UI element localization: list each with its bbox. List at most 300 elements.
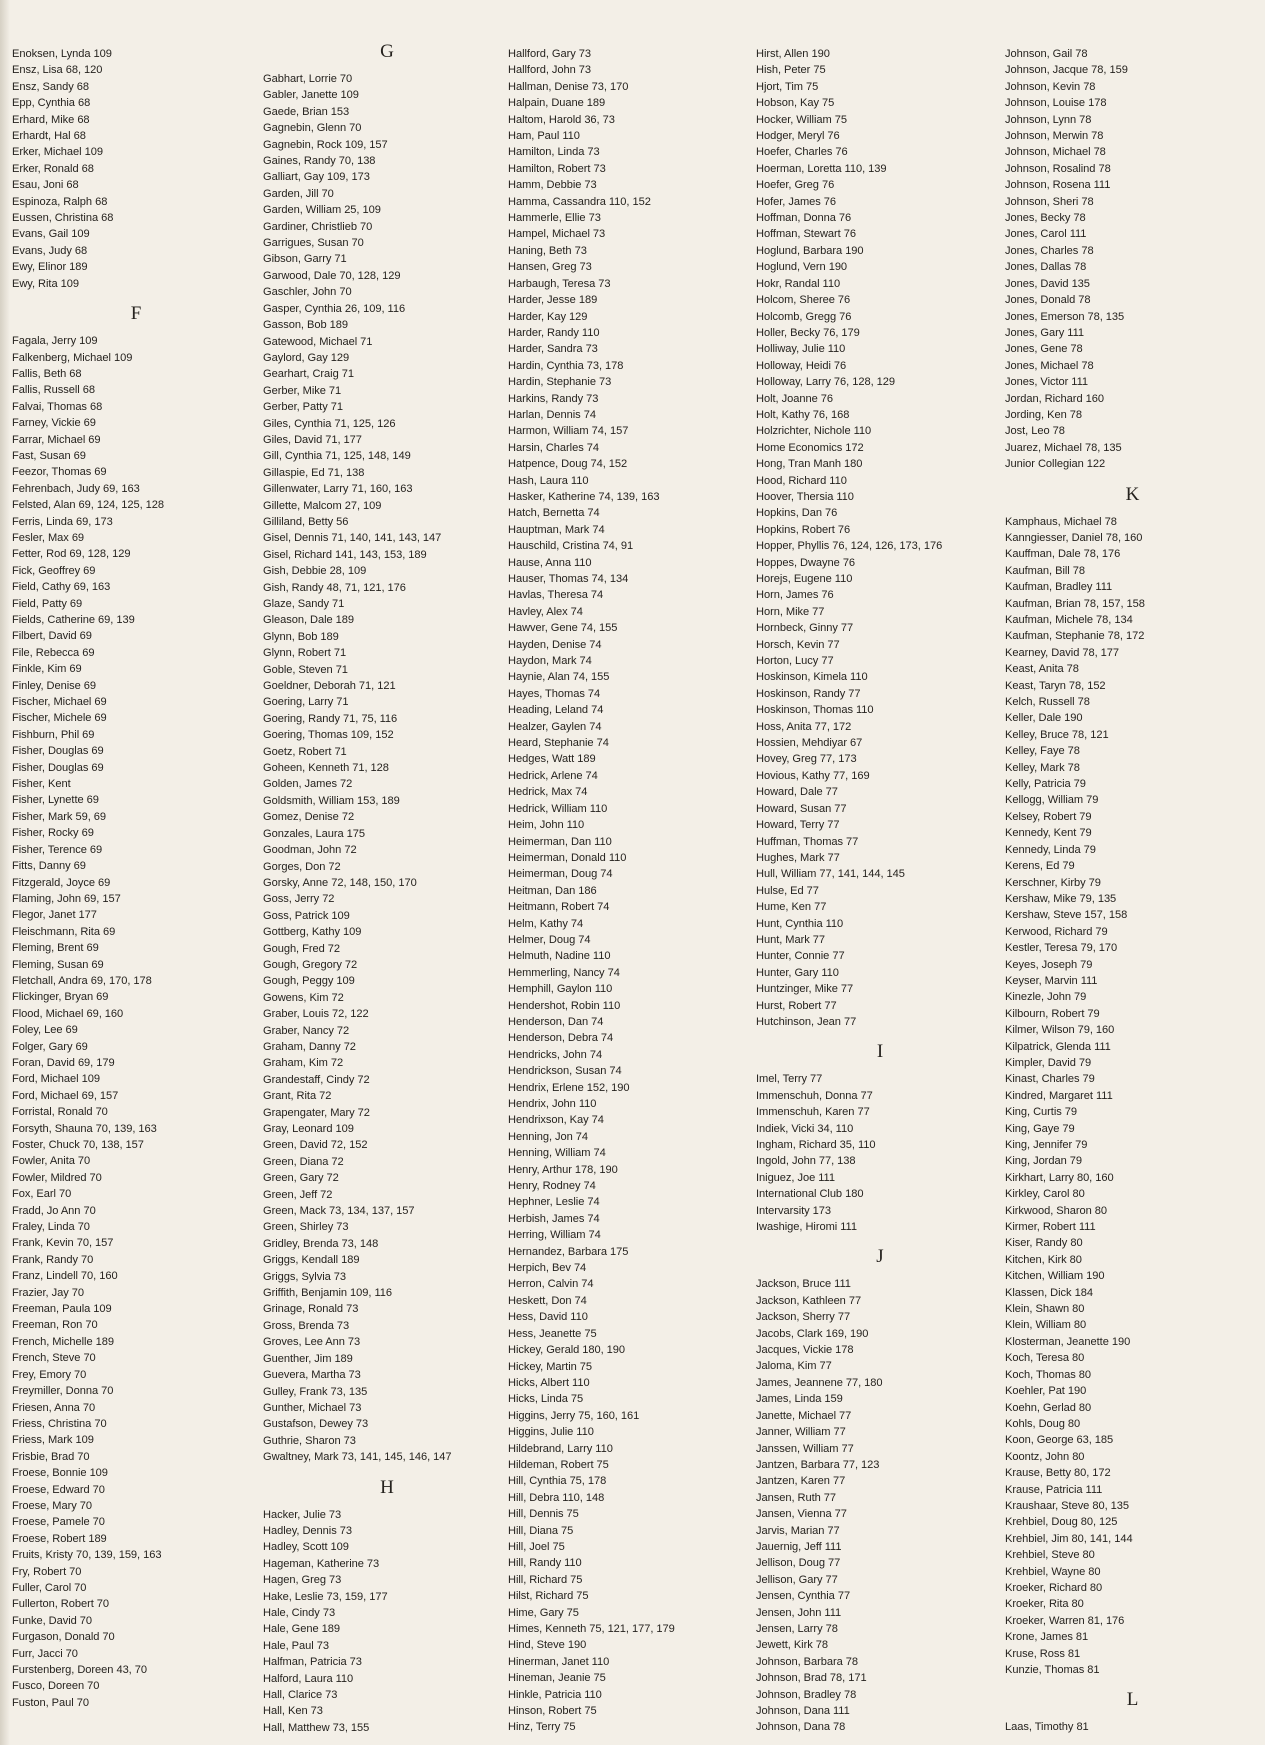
index-entry: Jording, Ken 78: [1005, 408, 1082, 421]
index-entry: Kerschner, Kirby 79: [1005, 876, 1101, 889]
index-entry: Hendricks, John 74: [508, 1048, 603, 1061]
index-entry: Gish, Debbie 28, 109: [263, 565, 367, 578]
index-entry: Hadley, Scott 109: [263, 1541, 349, 1554]
index-entry: Goering, Thomas 109, 152: [263, 729, 394, 742]
index-entry: Johnson, Brad 78, 171: [756, 1672, 867, 1685]
index-entry: Horn, Mike 77: [756, 605, 825, 618]
index-entry: Haydon, Mark 74: [508, 655, 592, 668]
index-entry: Erhardt, Hal 68: [12, 130, 86, 143]
index-entry: Graham, Kim 72: [263, 1057, 344, 1070]
index-entry: Hatch, Bernetta 74: [508, 507, 600, 520]
index-entry: Flickinger, Bryan 69: [12, 991, 109, 1004]
index-entry: Hinerman, Janet 110: [508, 1655, 610, 1668]
index-entry: Janner, William 77: [756, 1426, 846, 1439]
index-entry: Johnson, Gail 78: [1005, 48, 1088, 60]
index-entry: Hampel, Michael 73: [508, 228, 606, 241]
index-entry: Gwaltney, Mark 73, 141, 145, 146, 147: [263, 1451, 452, 1464]
index-entry: International Club 180: [756, 1188, 864, 1201]
index-entry: Janette, Michael 77: [756, 1409, 852, 1422]
index-entry: Hale, Paul 73: [263, 1639, 329, 1652]
index-entry: Esau, Joni 68: [12, 179, 79, 192]
index-entry: French, Michelle 189: [12, 1335, 114, 1348]
index-entry: Harder, Randy 110: [508, 326, 600, 339]
index-entry: Hong, Tran Manh 180: [756, 458, 863, 471]
index-entry: Hood, Richard 110: [756, 474, 847, 487]
index-entry: Hovious, Kathy 77, 169: [756, 769, 870, 782]
index-entry: Hake, Leslie 73, 159, 177: [263, 1590, 388, 1603]
index-entry: Fallis, Russell 68: [12, 384, 95, 397]
index-entry: Jansen, Vienna 77: [756, 1508, 847, 1521]
index-entry: Fullerton, Robert 70: [12, 1598, 110, 1611]
index-entry: Hauptman, Mark 74: [508, 523, 605, 536]
index-entry: Hasker, Katherine 74, 139, 163: [508, 490, 660, 503]
index-entry: Glynn, Bob 189: [263, 630, 339, 643]
index-entry: Gulley, Frank 73, 135: [263, 1385, 368, 1398]
index-entry: Jones, David 135: [1005, 277, 1090, 290]
index-column-5: [1005, 0, 1260, 1745]
index-entry: Henderson, Dan 74: [508, 1015, 604, 1028]
index-entry: Forristal, Ronald 70: [12, 1106, 108, 1119]
index-entry: Falkenberg, Michael 109: [12, 351, 133, 364]
index-entry: Fisher, Mark 59, 69: [12, 810, 107, 823]
index-entry: Hess, Jeanette 75: [508, 1327, 597, 1340]
index-entry: Krehbiel, Doug 80, 125: [1005, 1516, 1118, 1529]
index-entry: Griggs, Kendall 189: [263, 1254, 360, 1267]
index-entry: Hedrick, Arlene 74: [508, 769, 598, 782]
index-entry: Hornbeck, Ginny 77: [756, 622, 854, 635]
index-entry: Johnson, Bradley 78: [756, 1688, 857, 1701]
index-entry: Keast, Anita 78: [1005, 663, 1079, 676]
index-entry: Flood, Michael 69, 160: [12, 1007, 124, 1020]
index-entry: Hill, Randy 110: [508, 1557, 582, 1570]
index-entry: Goheen, Kenneth 71, 128: [263, 762, 389, 775]
index-entry: Furgason, Donald 70: [12, 1631, 115, 1644]
index-entry: Kohls, Doug 80: [1005, 1417, 1081, 1430]
index-entry: Gill, Cynthia 71, 125, 148, 149: [263, 450, 411, 463]
index-entry: Hayes, Thomas 74: [508, 687, 601, 700]
index-entry: Feezor, Thomas 69: [12, 466, 107, 479]
index-entry: Hokr, Randal 110: [756, 277, 841, 290]
index-entry: Hill, Dennis 75: [508, 1508, 579, 1521]
index-entry: Gridley, Brenda 73, 148: [263, 1237, 379, 1250]
index-entry: Evans, Judy 68: [12, 244, 88, 257]
index-entry: Hunt, Mark 77: [756, 933, 826, 946]
index-entry: Kaufman, Stephanie 78, 172: [1005, 630, 1145, 643]
index-entry: Gasper, Cynthia 26, 109, 116: [263, 302, 406, 315]
index-column-4: [756, 0, 1004, 1745]
index-entry: Horejs, Eugene 110: [756, 573, 853, 585]
index-entry: Hallford, John 73: [508, 64, 592, 77]
index-entry: Griggs, Sylvia 73: [263, 1270, 347, 1283]
index-entry: Jensen, John 111: [756, 1606, 842, 1619]
index-entry: Garwood, Dale 70, 128, 129: [263, 269, 401, 282]
index-entry: Field, Patty 69: [12, 597, 83, 610]
index-entry: Hunter, Gary 110: [756, 966, 839, 979]
index-entry: Hildeman, Robert 75: [508, 1458, 609, 1471]
index-entry: Jost, Leo 78: [1005, 425, 1065, 438]
index-entry: Jarvis, Marian 77: [756, 1524, 840, 1537]
index-entry: Hossien, Mehdiyar 67: [756, 737, 863, 750]
index-entry: Hoss, Anita 77, 172: [756, 720, 852, 733]
index-entry: Goble, Steven 71: [263, 663, 348, 676]
index-entry: Golden, James 72: [263, 778, 353, 791]
index-entry: Hash, Laura 110: [508, 474, 589, 487]
index-entry: Frazier, Jay 70: [12, 1286, 85, 1299]
index-entry: Fowler, Anita 70: [12, 1155, 91, 1168]
index-entry: Griffith, Benjamin 109, 116: [263, 1287, 392, 1300]
index-entry: Jantzen, Barbara 77, 123: [756, 1458, 880, 1471]
index-entry: Gerber, Patty 71: [263, 401, 343, 414]
index-entry: Higgins, Julie 110: [508, 1426, 594, 1439]
index-entry: Harder, Jesse 189: [508, 294, 598, 307]
index-entry: Healzer, Gaylen 74: [508, 720, 602, 733]
index-entry: Hoskinson, Thomas 110: [756, 704, 874, 717]
index-entry: File, Rebecca 69: [12, 646, 95, 659]
index-entry: Hildebrand, Larry 110: [508, 1442, 613, 1455]
index-entry: Krause, Patricia 111: [1005, 1483, 1103, 1496]
index-entry: Funke, David 70: [12, 1614, 93, 1627]
index-entry: Jones, Victor 111: [1005, 376, 1089, 389]
index-entry: Indiek, Vicki 34, 110: [756, 1122, 854, 1135]
index-entry: Goss, Patrick 109: [263, 909, 350, 922]
index-entry: Franz, Lindell 70, 160: [12, 1270, 118, 1283]
index-entry: Finley, Denise 69: [12, 679, 97, 692]
index-entry: Fowler, Mildred 70: [12, 1171, 102, 1184]
index-entry: Hendrix, John 110: [508, 1098, 597, 1110]
index-entry: Koehn, Gerlad 80: [1005, 1401, 1092, 1414]
index-entry: Fox, Earl 70: [12, 1188, 72, 1201]
index-entry: Froese, Robert 189: [12, 1532, 107, 1545]
index-entry: Fisher, Lynette 69: [12, 794, 99, 807]
index-entry: Holt, Kathy 76, 168: [756, 408, 850, 421]
index-entry: Goetz, Robert 71: [263, 745, 347, 758]
index-entry: Intervarsity 173: [756, 1204, 832, 1217]
index-entry: Kirkhart, Larry 80, 160: [1005, 1171, 1114, 1184]
index-entry: Heimerman, Doug 74: [508, 868, 613, 881]
index-entry: Kelley, Faye 78: [1005, 745, 1080, 758]
section-letter-heading: G: [380, 41, 394, 62]
index-entry: Grinage, Ronald 73: [263, 1303, 359, 1316]
index-entry: Hoefer, Charles 76: [756, 146, 848, 159]
index-entry: Gasson, Bob 189: [263, 319, 348, 332]
index-entry: Gatewood, Michael 71: [263, 335, 373, 348]
index-entry: Kaufman, Bradley 111: [1005, 581, 1113, 594]
index-entry: Hall, Matthew 73, 155: [263, 1721, 370, 1734]
index-entry: Fehrenbach, Judy 69, 163: [12, 482, 140, 495]
index-entry: Krause, Betty 80, 172: [1005, 1467, 1111, 1480]
index-entry: Hallman, Denise 73, 170: [508, 80, 629, 93]
index-entry: Gonzales, Laura 175: [263, 827, 366, 840]
index-entry: King, Jordan 79: [1005, 1155, 1082, 1168]
index-entry: Hoskinson, Randy 77: [756, 687, 861, 700]
index-entry: Gaede, Brian 153: [263, 105, 350, 118]
index-entry: Jewett, Kirk 78: [756, 1639, 829, 1652]
index-entry: Gillette, Malcom 27, 109: [263, 499, 382, 512]
index-entry: King, Jennifer 79: [1005, 1139, 1088, 1151]
index-entry: Gorsky, Anne 72, 148, 150, 170: [263, 876, 417, 889]
index-entry: Harder, Kay 129: [508, 310, 588, 323]
index-entry: Johnson, Dana 111: [756, 1705, 850, 1717]
index-entry: Hamma, Cassandra 110, 152: [508, 195, 651, 208]
index-entry: Kearney, David 78, 177: [1005, 646, 1120, 659]
section-letter-heading: J: [876, 1246, 884, 1268]
index-entry: Johnson, Jacque 78, 159: [1005, 64, 1128, 77]
index-entry: Hopkins, Robert 76: [756, 523, 851, 536]
index-entry: Henry, Rodney 74: [508, 1180, 596, 1193]
section-letter-heading: H: [380, 1476, 394, 1498]
index-entry: Harder, Sandra 73: [508, 343, 598, 356]
index-entry: Hoffman, Donna 76: [756, 212, 852, 225]
index-entry: Forsyth, Shauna 70, 139, 163: [12, 1122, 157, 1135]
index-entry: Helmer, Doug 74: [508, 933, 591, 946]
index-entry: Friess, Mark 109: [12, 1434, 94, 1447]
index-entry: Gisel, Dennis 71, 140, 141, 143, 147: [263, 532, 442, 545]
index-entry: Holcom, Sheree 76: [756, 294, 851, 307]
index-entry: Hall, Ken 73: [263, 1705, 323, 1718]
index-entry: Epp, Cynthia 68: [12, 97, 91, 110]
index-entry: Gleason, Dale 189: [263, 614, 355, 627]
index-entry: Fesler, Max 69: [12, 531, 85, 544]
index-entry: Evans, Gail 109: [12, 228, 90, 241]
index-entry: Jordan, Richard 160: [1005, 392, 1104, 405]
index-entry: Falvai, Thomas 68: [12, 400, 103, 413]
index-entry: Keller, Dale 190: [1005, 712, 1083, 725]
index-entry: Howard, Susan 77: [756, 802, 847, 815]
index-entry: Howard, Terry 77: [756, 819, 840, 832]
index-entry: Kindred, Margaret 111: [1005, 1089, 1113, 1102]
index-entry: Erker, Ronald 68: [12, 162, 94, 175]
index-entry: Fitzgerald, Joyce 69: [12, 876, 111, 889]
index-entry: Espinoza, Ralph 68: [12, 195, 108, 208]
index-entry: Kinezle, John 79: [1005, 991, 1087, 1004]
index-entry: Heitman, Dan 186: [508, 884, 597, 897]
index-entry: Froese, Mary 70: [12, 1499, 93, 1512]
index-entry: Hedrick, Max 74: [508, 786, 588, 799]
index-entry: Hofer, James 76: [756, 195, 837, 208]
index-entry: Galliart, Gay 109, 173: [263, 171, 370, 184]
index-entry: Kimpler, David 79: [1005, 1056, 1092, 1069]
index-entry: Hatpence, Doug 74, 152: [508, 458, 628, 471]
index-entry: Henderson, Debra 74: [508, 1032, 614, 1045]
index-entry: Gomez, Denise 72: [263, 811, 355, 824]
index-entry: Jones, Michael 78: [1005, 359, 1094, 372]
index-entry: Groves, Lee Ann 73: [263, 1336, 361, 1349]
index-entry: Hovey, Greg 77, 173: [756, 753, 857, 766]
index-entry: Hoefer, Greg 76: [756, 179, 835, 192]
index-column-1: [12, 0, 260, 1745]
index-entry: Kirkwood, Sharon 80: [1005, 1204, 1108, 1217]
index-entry: Hause, Anna 110: [508, 556, 592, 569]
section-letter-heading: K: [1125, 483, 1140, 505]
index-entry: Heimerman, Donald 110: [508, 851, 627, 864]
index-entry: Hendershot, Robin 110: [508, 999, 621, 1012]
index-entry: Iwashige, Hiromi 111: [756, 1221, 857, 1234]
index-entry: Krehbiel, Steve 80: [1005, 1549, 1095, 1562]
index-entry: Hendrixson, Kay 74: [508, 1114, 604, 1127]
index-entry: Johnson, Barbara 78: [756, 1655, 859, 1668]
index-entry: Hale, Cindy 73: [263, 1606, 336, 1619]
index-entry: Gardiner, Christlieb 70: [263, 220, 373, 233]
index-entry: Heard, Stephanie 74: [508, 737, 609, 750]
index-entry: Ingham, Richard 35, 110: [756, 1139, 876, 1151]
index-entry: Foran, David 69, 179: [12, 1056, 115, 1069]
index-entry: Jansen, Ruth 77: [756, 1491, 837, 1504]
index-entry: Home Economics 172: [756, 441, 864, 454]
index-entry: Graber, Nancy 72: [263, 1024, 350, 1037]
index-entry: Johnson, Dana 78: [756, 1721, 846, 1734]
index-entry: Holloway, Larry 76, 128, 129: [756, 376, 895, 389]
index-entry: Giles, Cynthia 71, 125, 126: [263, 417, 396, 430]
index-entry: Frisbie, Brad 70: [12, 1450, 90, 1463]
index-entry: Hemmerling, Nancy 74: [508, 966, 620, 979]
section-letter-heading: L: [1126, 1689, 1139, 1711]
index-entry: Freeman, Ron 70: [12, 1319, 98, 1332]
index-entry: Kennedy, Linda 79: [1005, 843, 1096, 856]
index-entry: Haltom, Harold 36, 73: [508, 113, 615, 126]
index-entry: Hendrickson, Susan 74: [508, 1065, 622, 1078]
index-entry: Graham, Danny 72: [263, 1040, 356, 1053]
index-entry: Hacker, Julie 73: [263, 1508, 342, 1521]
index-entry: Fetter, Rod 69, 128, 129: [12, 548, 131, 561]
index-entry: Kerens, Ed 79: [1005, 860, 1075, 873]
index-entry: Horsch, Kevin 77: [756, 638, 840, 651]
index-entry: Grandestaff, Cindy 72: [263, 1073, 370, 1086]
index-entry: Hageman, Katherine 73: [263, 1557, 380, 1570]
index-entry: Jensen, Cynthia 77: [756, 1590, 851, 1603]
index-entry: Jackson, Kathleen 77: [756, 1294, 862, 1307]
index-entry: Havlas, Theresa 74: [508, 589, 604, 602]
index-entry: Hedrick, William 110: [508, 802, 608, 815]
index-entry: Friesen, Anna 70: [12, 1401, 96, 1414]
index-entry: Ingold, John 77, 138: [756, 1155, 856, 1168]
index-entry: Jones, Charles 78: [1005, 244, 1094, 257]
index-entry: Ensz, Sandy 68: [12, 80, 90, 93]
index-entry: Heimerman, Dan 110: [508, 835, 612, 848]
index-entry: Ensz, Lisa 68, 120: [12, 64, 103, 77]
index-entry: Folger, Gary 69: [12, 1040, 88, 1053]
index-entry: Hale, Gene 189: [263, 1623, 341, 1636]
index-entry: Kitchen, Kirk 80: [1005, 1253, 1082, 1266]
index-entry: Helm, Kathy 74: [508, 917, 584, 930]
index-entry: Ford, Michael 109: [12, 1073, 100, 1086]
index-entry: Flegor, Janet 177: [12, 909, 97, 922]
index-entry: Kilmer, Wilson 79, 160: [1005, 1024, 1115, 1037]
index-entry: Foley, Lee 69: [12, 1024, 78, 1037]
index-entry: Gagnebin, Glenn 70: [263, 122, 362, 135]
index-entry: Kanngiesser, Daniel 78, 160: [1005, 531, 1143, 544]
index-entry: Hill, Richard 75: [508, 1573, 583, 1586]
index-entry: Hume, Ken 77: [756, 901, 827, 914]
index-entry: Fick, Geoffrey 69: [12, 564, 96, 577]
index-entry: Green, Gary 72: [263, 1172, 339, 1185]
index-entry: Gough, Fred 72: [263, 942, 341, 955]
index-entry: Fisher, Rocky 69: [12, 827, 94, 840]
index-entry: Hawver, Gene 74, 155: [508, 622, 618, 635]
index-entry: Frank, Randy 70: [12, 1253, 94, 1266]
index-entry: King, Gaye 79: [1005, 1122, 1075, 1135]
index-entry: Himes, Kenneth 75, 121, 177, 179: [508, 1623, 675, 1635]
index-entry: Hardin, Cynthia 73, 178: [508, 359, 624, 372]
index-entry: Fitts, Danny 69: [12, 860, 86, 873]
index-entry: Hodger, Meryl 76: [756, 130, 840, 143]
index-entry: Enoksen, Lynda 109: [12, 48, 112, 60]
index-entry: Froese, Pamele 70: [12, 1516, 105, 1529]
index-entry: Harbaugh, Teresa 73: [508, 277, 611, 290]
index-entry: Huntzinger, Mike 77: [756, 983, 854, 996]
index-entry: Fagala, Jerry 109: [12, 335, 98, 348]
index-entry: Hendrix, Erlene 152, 190: [508, 1081, 630, 1094]
index-entry: Hemphill, Gaylon 110: [508, 983, 613, 996]
index-entry: Hinkle, Patricia 110: [508, 1688, 602, 1701]
index-entry: Halfman, Patricia 73: [263, 1656, 362, 1669]
index-entry: Felsted, Alan 69, 124, 125, 128: [12, 499, 165, 512]
index-entry: Jacques, Vickie 178: [756, 1344, 854, 1357]
index-entry: Erhard, Mike 68: [12, 113, 90, 126]
index-entry: Jauernig, Jeff 111: [756, 1540, 842, 1553]
index-entry: Fleischmann, Rita 69: [12, 925, 116, 938]
index-entry: Foster, Chuck 70, 138, 157: [12, 1139, 144, 1151]
index-entry: Keyser, Marvin 111: [1005, 974, 1098, 987]
index-entry: Herring, William 74: [508, 1229, 601, 1242]
index-entry: Halford, Laura 110: [263, 1672, 354, 1685]
index-entry: Hime, Gary 75: [508, 1606, 579, 1619]
index-entry: Furr, Jacci 70: [12, 1647, 78, 1660]
section-letter-heading: I: [876, 1041, 884, 1063]
index-entry: Kerwood, Richard 79: [1005, 925, 1108, 938]
index-entry: Kennedy, Kent 79: [1005, 827, 1092, 840]
index-entry: Gottberg, Kathy 109: [263, 926, 362, 939]
index-entry: Jones, Gene 78: [1005, 343, 1083, 356]
index-entry: Hill, Diana 75: [508, 1524, 574, 1537]
index-entry: Hull, William 77, 141, 144, 145: [756, 868, 905, 881]
index-entry: Hess, David 110: [508, 1311, 588, 1324]
index-entry: Jantzen, Karen 77: [756, 1475, 846, 1488]
index-entry: Gillaspie, Ed 71, 138: [263, 466, 365, 479]
index-entry: Johnson, Michael 78: [1005, 146, 1106, 159]
index-entry: Fradd, Jo Ann 70: [12, 1204, 96, 1217]
index-entry: Harkins, Randy 73: [508, 392, 599, 405]
index-entry: Guevera, Martha 73: [263, 1369, 361, 1382]
index-entry: Gaines, Randy 70, 138: [263, 155, 376, 168]
index-entry: Kamphaus, Michael 78: [1005, 515, 1117, 528]
index-entry: Huffman, Thomas 77: [756, 835, 859, 848]
index-entry: Gaschler, John 70: [263, 286, 352, 299]
index-entry: Kilpatrick, Glenda 111: [1005, 1040, 1111, 1053]
index-entry: Farney, Vickie 69: [12, 417, 96, 430]
index-entry: Hayden, Denise 74: [508, 638, 602, 651]
index-entry: Hunter, Connie 77: [756, 950, 845, 963]
index-entry: Jones, Donald 78: [1005, 294, 1091, 307]
index-entry: Kelly, Patricia 79: [1005, 778, 1086, 791]
index-entry: Heading, Leland 74: [508, 704, 604, 717]
index-entry: Fisher, Douglas 69: [12, 761, 104, 774]
index-entry: Hoover, Thersia 110: [756, 490, 854, 503]
index-entry: Gish, Randy 48, 71, 121, 176: [263, 581, 406, 594]
index-entry: Hopkins, Dan 76: [756, 507, 838, 520]
index-entry: Goss, Jerry 72: [263, 893, 335, 906]
index-entry: Kaufman, Brian 78, 157, 158: [1005, 597, 1145, 610]
index-entry: Holloway, Heidi 76: [756, 359, 847, 372]
index-entry: Hagen, Greg 73: [263, 1574, 342, 1587]
index-entry: Hirst, Allen 190: [756, 48, 830, 60]
index-entry: Gillenwater, Larry 71, 160, 163: [263, 483, 413, 496]
index-entry: Gabhart, Lorrie 70: [263, 73, 353, 85]
index-entry: Field, Cathy 69, 163: [12, 581, 111, 594]
index-entry: Gisel, Richard 141, 143, 153, 189: [263, 548, 427, 561]
index-entry: Hunt, Cynthia 110: [756, 917, 844, 930]
index-entry: Hauschild, Cristina 74, 91: [508, 540, 634, 553]
index-entry: Janssen, William 77: [756, 1442, 854, 1455]
